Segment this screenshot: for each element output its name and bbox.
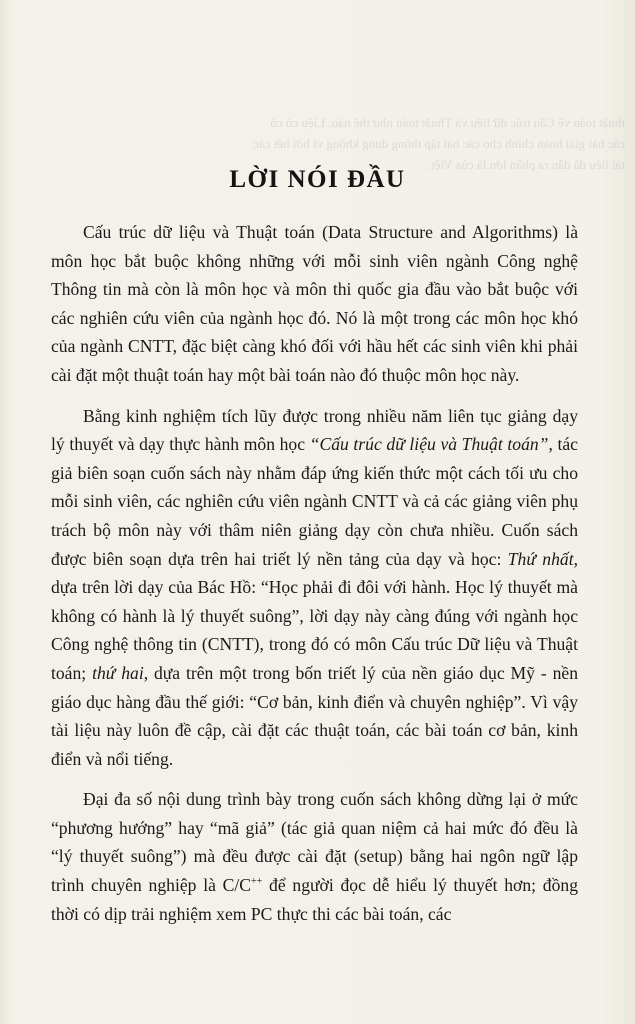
- paragraph-1-text: Cấu trúc dữ liệu và Thuật toán (Data Structure and Algorithms) là môn học bắt buộc không những với mỗi sinh viên ngành Công nghệ Thông tin mà còn là môn học và môn thi quốc gia đầu vào bắt buộc với các nghiên cứu viên của ngành học đó. Nó là một trong các môn học khó của ngành CNTT, đặc biệt càng khó đối với hầu hết các sinh viên khi phải cài đặt một thuật toán hay một bài toán nào đó thuộc môn học này.: [51, 222, 578, 385]
- bleed-line: tài liệu đã dẫn ra phần lớn là của Việt.: [427, 157, 625, 172]
- bleed-line: các bài giải hoàn chỉnh cho các bài tập thông dụng không vì bởi hết các: [253, 136, 625, 151]
- preface-body: [51, 218, 578, 928]
- paragraph-3-text-c: để người đọc dễ hiểu lý thuyết hơn; đồng thời có dịp trải nghiệm xem PC thực thi các bài toán, các: [51, 875, 578, 924]
- paragraph-2-text-e: , dựa trên lời dạy của Bác Hồ: “Học phải đi đôi với hành. Học lý thuyết mà không có hành là lý thuyết suông”, lời dạy này càng đúng với ngành học Công nghệ thông tin (CNTT), trong đó có môn Cấu trúc Dữ liệu và Thuật toán;: [51, 548, 578, 683]
- bleed-line: thuật toán về Cấu trúc dữ liệu và Thuật toán như thế nào. Liệu có có: [270, 115, 625, 130]
- paragraph-1: [51, 218, 578, 390]
- first-point-italic: Thứ nhất: [507, 548, 574, 569]
- paragraph-2-text-a: Bằng kinh nghiệm tích lũy được trong nhiều năm liên tục giảng dạy lý thuyết và dạy thực hành môn học: [51, 405, 578, 455]
- page-title: LỜI NÓI ĐẦU: [229, 166, 406, 193]
- paragraph-2-text-g: , dựa trên một trong bốn triết lý của nền giáo dục Mỹ - nền giáo dục hàng đầu thế giới: “Cơ bản, kinh điển và chuyên nghiệp”. Vì vậy tài liệu này luôn đề cập, cài đặt các thuật toán, các bài toán cơ bản, kinh điển và nổi tiếng.: [51, 662, 578, 769]
- paragraph-2-text-c: , tác giả biên soạn cuốn sách này nhằm đáp ứng kiến thức một cách tối ưu cho mỗi sinh viên, các nghiên cứu viên ngành CNTT và cả các giảng viên phụ trách bộ môn này với thâm niên giảng dạy còn chưa nhiều. Cuốn sách được biên soạn dựa trên hai triết lý nền tảng của dạy và học:: [51, 434, 578, 569]
- paragraph-2: [51, 402, 578, 774]
- paragraph-3: [51, 785, 578, 928]
- superscript-plus: ++: [251, 876, 263, 888]
- second-point-italic: thứ hai: [92, 662, 144, 683]
- course-name-italic: “Cấu trúc dữ liệu và Thuật toán”: [309, 434, 549, 455]
- paragraph-3-text-a: Đại đa số nội dung trình bày trong cuốn sách không dừng lại ở mức “phương hướng” hay “mã giả” (tác giả quan niệm cả hai mức đó đều là “lý thuyết suông”) mà đều được cài đặt (setup) bằng hai ngôn ngữ lập trình chuyên nghiệp là C/C: [51, 789, 578, 896]
